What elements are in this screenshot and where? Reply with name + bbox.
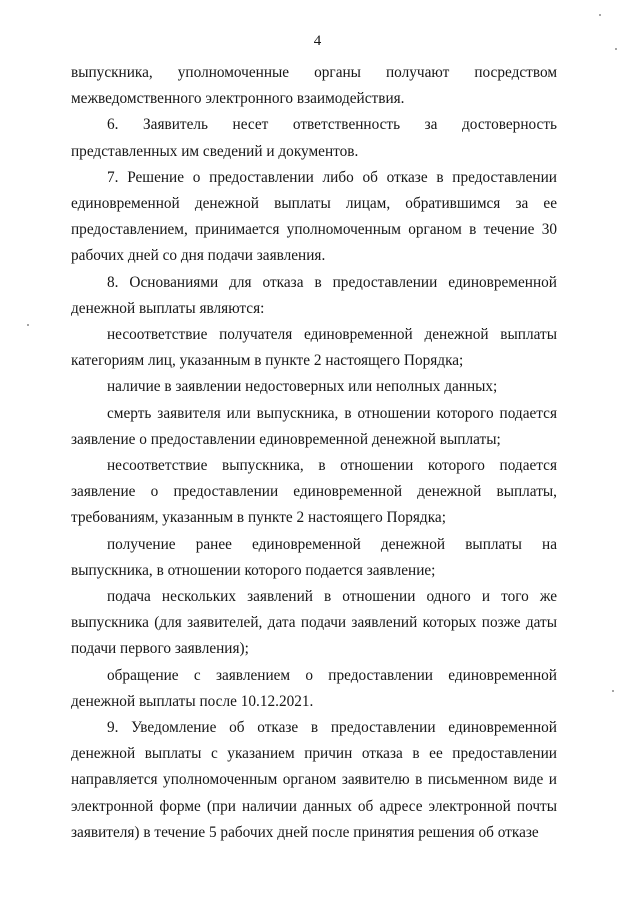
scan-speck (27, 324, 29, 326)
scan-speck (615, 48, 617, 50)
paragraph-refusal-ground: несоответствие выпускника, в отношении которого подается заявление о предоставлении единовременной денежной выплаты, требованиям, указанным в пункте 2 настоящего Порядка; (71, 457, 557, 527)
paragraph-item-9: 9. Уведомление об отказе в предоставлении единовременной денежной выплаты с указанием причин отказа в ее предоставлении направляется уполномоченным органом заявителю в письменном виде и электронной форме (при наличии данных об адресе электронной почты заявителя) в течение 5 рабочих дней после принятия решения об отказе (71, 719, 557, 841)
paragraph-refusal-ground: наличие в заявлении недостоверных или неполных данных; (107, 378, 498, 396)
paragraph-refusal-ground: обращение с заявлением о предоставлении единовременной денежной выплаты после 10.12.2021. (71, 666, 557, 710)
paragraph-refusal-ground: получение ранее единовременной денежной выплаты на выпускника, в отношении которого подается заявление; (71, 535, 557, 579)
paragraph-continuation: выпускника, уполномоченные органы получают посредством межведомственного электронного взаимодействия. (71, 64, 557, 108)
paragraph-refusal-ground: подача нескольких заявлений в отношении одного и того же выпускника (для заявителей, дата подачи заявлений которых позже даты подачи первого заявления); (71, 588, 557, 658)
paragraph-item-7: 7. Решение о предоставлении либо об отказе в предоставлении единовременной денежной выплаты лицам, обратившимся за ее предоставлением, принимается уполномоченным органом в течение 30 рабочих дней со дня подачи заявления. (71, 168, 557, 265)
page-number: 4 (313, 33, 322, 49)
scan-speck (599, 14, 601, 16)
paragraph-refusal-ground: несоответствие получателя единовременной денежной выплаты категориям лиц, указанным в пункте 2 настоящего Порядка; (71, 326, 557, 370)
document-body (71, 60, 557, 846)
paragraph-item-8: 8. Основаниями для отказа в предоставлении единовременной денежной выплаты являются: (71, 273, 557, 317)
paragraph-item-6: 6. Заявитель несет ответственность за достоверность представленных им сведений и документов. (71, 116, 557, 160)
scan-speck (612, 690, 614, 692)
paragraph-refusal-ground: смерть заявителя или выпускника, в отношении которого подается заявление о предоставлении единовременной денежной выплаты; (71, 404, 557, 448)
